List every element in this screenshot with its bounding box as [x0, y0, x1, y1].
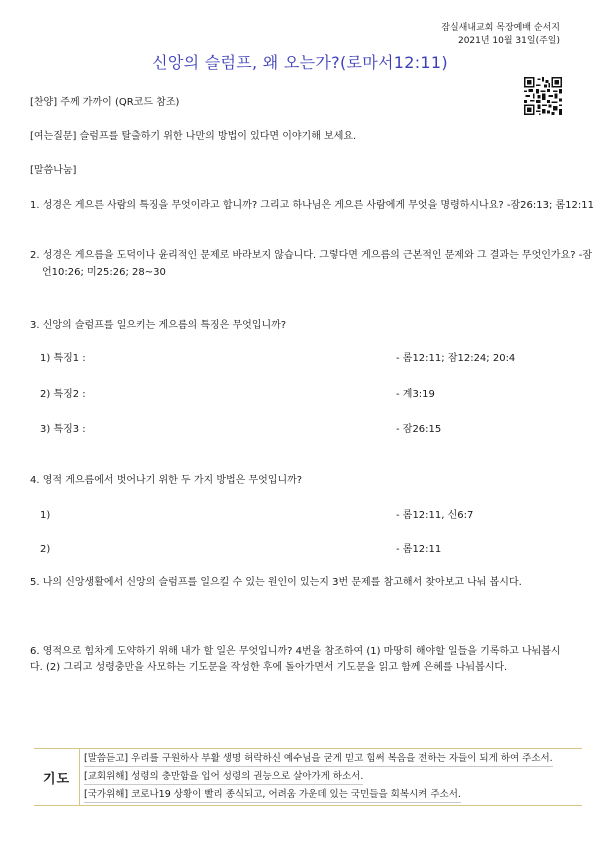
- q4-item-label: 2): [40, 544, 51, 555]
- question-6: 6. 영적으로 힘차게 도약하기 위해 내가 할 일은 무엇입니까? 4번을 참조하여 (1) 마땅히 해야할 일들을 기록하고 나눠봅시다. (2) 그리고 성령충만을 사모하는 기도문을 작성한 후에 돌아가면서 기도문을 읽고 함께 은혜를 나눠봅시다.: [30, 646, 561, 673]
- q3-item-label: 3) 특징3 :: [40, 424, 86, 435]
- q4-item-label: 1): [40, 510, 51, 521]
- q3-item-label: 1) 특징1 :: [40, 353, 86, 364]
- question-3: 3. 신앙의 슬럼프를 일으키는 게으름의 특징은 무엇입니까?: [30, 320, 287, 331]
- section-label: [말씀나눔]: [30, 165, 77, 176]
- church-name: 잠실새내교회 목장예배 순서지: [441, 23, 560, 33]
- praise-line: [찬양] 주께 가까이 (QR코드 참조): [30, 97, 180, 108]
- q3-item-ref: - 롬12:11; 잠12:24; 20:4: [396, 353, 516, 364]
- q4-item-ref: - 롬12:11: [396, 544, 442, 555]
- question-5: 5. 나의 신앙생활에서 신앙의 슬럼프를 일으킬 수 있는 원인이 있는지 3번 문제를 참고해서 찾아보고 나눠 봅시다.: [30, 577, 522, 588]
- question-4: 4. 영적 게으름에서 벗어나기 위한 두 가지 방법은 무엇입니까?: [30, 475, 303, 486]
- qr-code-icon: [524, 77, 562, 115]
- q3-item-label: 2) 특징2 :: [40, 389, 86, 400]
- q3-item-ref: - 계3:19: [396, 389, 435, 400]
- prayer-label: 기도: [34, 749, 80, 805]
- page-title: 신앙의 슬럼프, 왜 오는가?(로마서12:11): [152, 53, 448, 72]
- service-date: 2021년 10월 31일(주일): [457, 36, 560, 46]
- prayer-line: [국가위해] 코로나19 상황이 빨리 종식되고, 어려움 가운데 있는 국민들을 회복시켜 주소서.: [84, 788, 461, 803]
- prayer-line: [교회위해] 성령의 충만함을 입어 성령의 권능으로 살아가게 하소서.: [84, 770, 363, 785]
- q4-item-ref: - 롬12:11, 신6:7: [396, 510, 474, 521]
- opening-question: [여는질문] 슬럼프를 탈출하기 위한 나만의 방법이 있다면 이야기해 보세요.: [30, 131, 357, 142]
- question-1: 1. 성경은 게으른 사람의 특징을 무엇이라고 합니까? 그리고 하나님은 게으른 사람에게 무엇을 명령하시나요? -잠26:13; 롬12:11: [30, 200, 594, 211]
- q3-item-ref: - 잠26:15: [396, 424, 442, 435]
- question-2-line2: 언10:26; 미25:26; 28~30: [42, 267, 166, 278]
- question-2-line1: 2. 성경은 게으름을 도덕이나 윤리적인 문제로 바라보지 않습니다. 그렇다면 게으름의 근본적인 문제와 그 결과는 무엇인가요? -잠: [30, 250, 592, 261]
- prayer-box: [34, 748, 582, 806]
- prayer-line: [말씀듣고] 우리를 구원하사 부활 생명 허락하신 예수님을 굳게 믿고 힘써 복음을 전하는 자들이 되게 하여 주소서.: [84, 752, 553, 767]
